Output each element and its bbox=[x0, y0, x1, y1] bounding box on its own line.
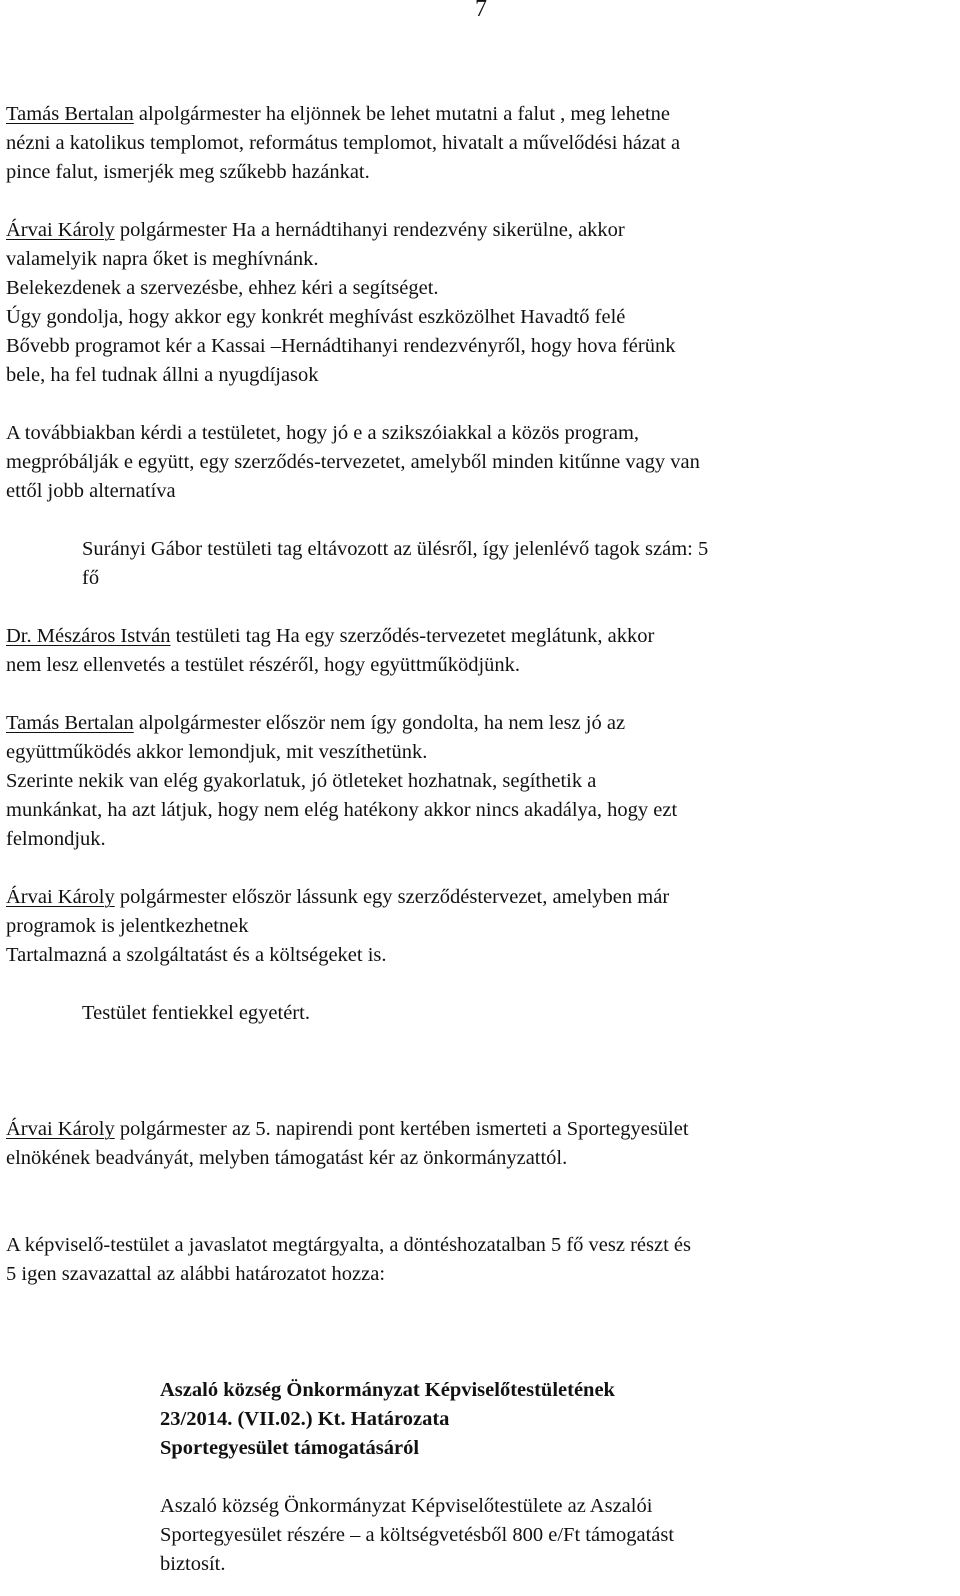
text-line: Dr. Mészáros István testületi tag Ha egy szerződés-tervezetet meglátunk, akkor bbox=[6, 625, 655, 647]
text-line: Bővebb programot kér a Kassai –Hernádtihanyi rendezvényről, hogy hova férünk bbox=[6, 335, 676, 357]
text-line: Tamás Bertalan alpolgármester először nem így gondolta, ha nem lesz jó az bbox=[6, 712, 626, 734]
text-line: Szerinte nekik van elég gyakorlatuk, jó ötleteket hozhatnak, segíthetik a bbox=[6, 770, 597, 792]
text-line: Úgy gondolja, hogy akkor egy konkrét meghívást eszközölhet Havadtő felé bbox=[6, 306, 626, 328]
text-line: pince falut, ismerjék meg szűkebb hazánkat. bbox=[6, 161, 370, 183]
text-line: fő bbox=[82, 567, 100, 589]
speaker-name: Dr. Mészáros István bbox=[6, 625, 171, 647]
resolution-title: 23/2014. (VII.02.) Kt. Határozata bbox=[160, 1408, 450, 1430]
page-number: 7 bbox=[475, 0, 487, 22]
speaker-name: Árvai Károly bbox=[6, 1118, 115, 1140]
resolution-text: Sportegyesület részére – a költségvetésből 800 e/Ft támogatást bbox=[160, 1524, 675, 1546]
text-line: együttműködés akkor lemondjuk, mit veszíthetünk. bbox=[6, 741, 428, 763]
text-line: megpróbálják e együtt, egy szerződés-tervezetet, amelyből minden kitűnne vagy van bbox=[6, 451, 700, 473]
text-line: elnökének beadványát, melyben támogatást kér az önkormányzattól. bbox=[6, 1147, 568, 1169]
text-line: Árvai Károly polgármester Ha a hernádtihanyi rendezvény sikerülne, akkor bbox=[6, 219, 625, 241]
resolution-text: Aszaló község Önkormányzat Képviselőtestülete az Aszalói bbox=[160, 1495, 653, 1517]
text-line: Tartalmazná a szolgáltatást és a költségeket is. bbox=[6, 944, 387, 966]
text-line: valamelyik napra őket is meghívnánk. bbox=[6, 248, 319, 270]
text-line: A képviselő-testület a javaslatot megtárgyalta, a döntéshozatalban 5 fő vesz részt és bbox=[6, 1234, 691, 1256]
text-line: Tamás Bertalan alpolgármester ha eljönnek be lehet mutatni a falut , meg lehetne bbox=[6, 103, 670, 125]
text-line: Surányi Gábor testületi tag eltávozott az ülésről, így jelenlévő tagok szám: 5 bbox=[82, 538, 709, 560]
resolution-text: biztosít. bbox=[160, 1553, 226, 1575]
text-line: A továbbiakban kérdi a testületet, hogy jó e a szikszóiakkal a közös program, bbox=[6, 422, 640, 444]
text-line: Árvai Károly polgármester először lássunk egy szerződéstervezet, amelyben már bbox=[6, 886, 670, 908]
text-line: nézni a katolikus templomot, református templomot, hivatalt a művelődési házat a bbox=[6, 132, 681, 154]
resolution-title: Sportegyesület támogatásáról bbox=[160, 1437, 420, 1459]
resolution-title: Aszaló község Önkormányzat Képviselőtestületének bbox=[160, 1379, 615, 1401]
text-line: Árvai Károly polgármester az 5. napirendi pont kertében ismerteti a Sportegyesület bbox=[6, 1118, 689, 1140]
text-line: Belekezdenek a szervezésbe, ehhez kéri a segítséget. bbox=[6, 277, 439, 299]
text-line: 5 igen szavazattal az alábbi határozatot hozza: bbox=[6, 1263, 386, 1285]
text-line: felmondjuk. bbox=[6, 828, 106, 850]
text-line: nem lesz ellenvetés a testület részéről, hogy együttműködjünk. bbox=[6, 654, 521, 676]
text-line: programok is jelentkezhetnek bbox=[6, 915, 249, 937]
text-line: bele, ha fel tudnak állni a nyugdíjasok bbox=[6, 364, 319, 386]
text-line: munkánkat, ha azt látjuk, hogy nem elég hatékony akkor nincs akadálya, hogy ezt bbox=[6, 799, 678, 821]
speaker-name: Tamás Bertalan bbox=[6, 712, 134, 734]
speaker-name: Árvai Károly bbox=[6, 886, 115, 908]
speaker-name: Árvai Károly bbox=[6, 219, 115, 241]
text-line: Testület fentiekkel egyetért. bbox=[82, 1002, 310, 1024]
text-line: ettől jobb alternatíva bbox=[6, 480, 176, 502]
speaker-name: Tamás Bertalan bbox=[6, 103, 134, 125]
